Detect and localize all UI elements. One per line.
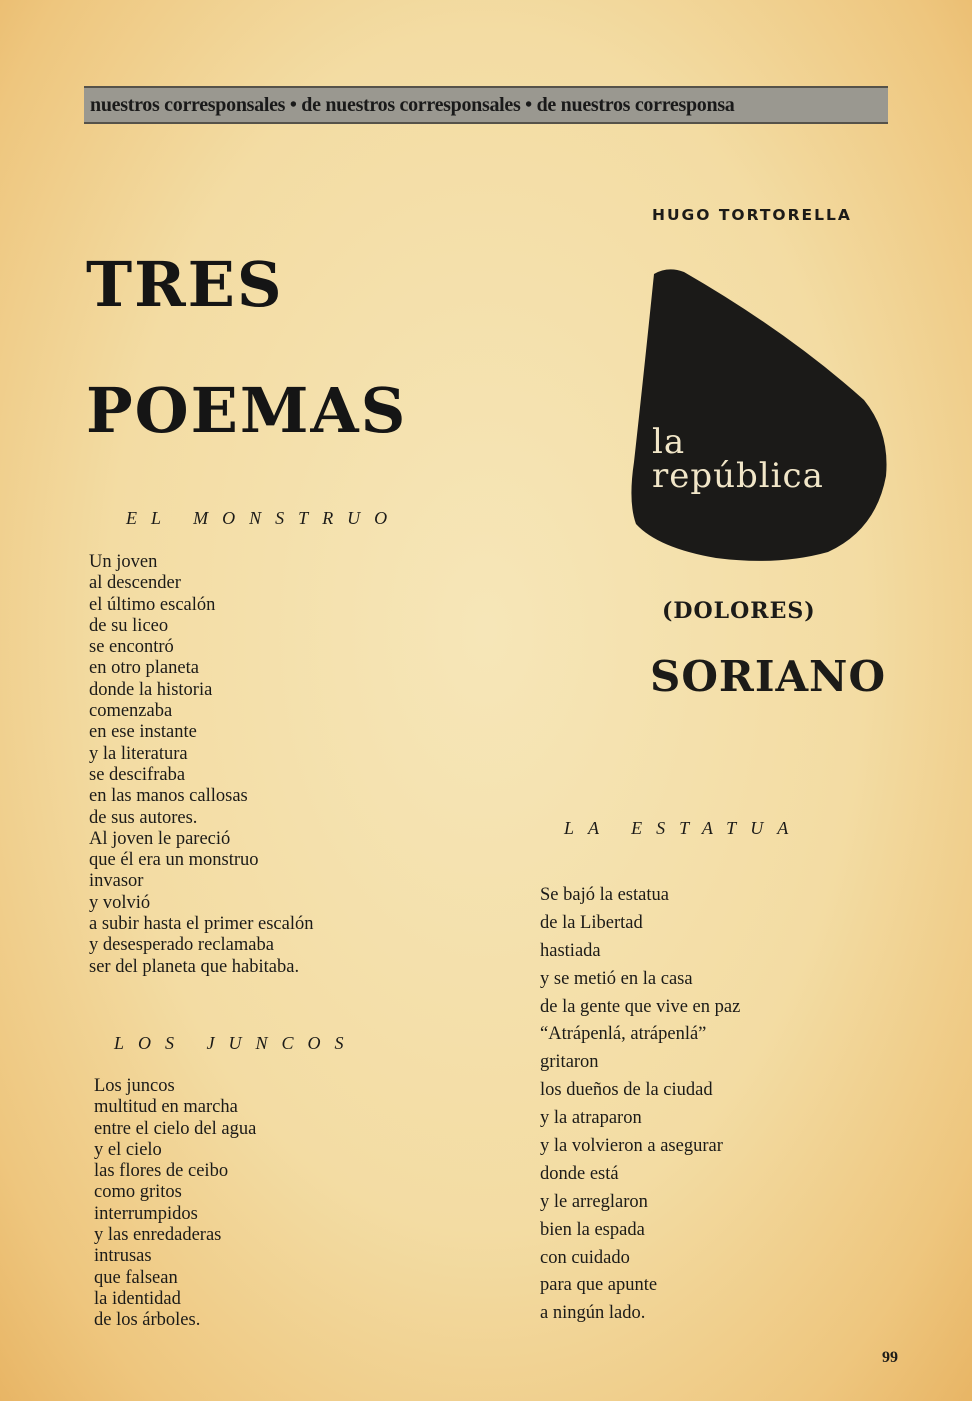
poem-line: en las manos callosas bbox=[89, 786, 248, 807]
poem-line: que él era un monstruo bbox=[89, 850, 259, 871]
poem-line: las flores de ceibo bbox=[94, 1161, 229, 1182]
poem-line: y el cielo bbox=[94, 1139, 162, 1160]
poem-line: de su liceo bbox=[89, 615, 169, 636]
poem-line: los dueños de la ciudad bbox=[540, 1080, 713, 1101]
publication-line-2: república bbox=[652, 456, 824, 496]
poem-line: gritaron bbox=[540, 1052, 599, 1073]
poem-line: que falsean bbox=[94, 1267, 178, 1288]
publication-line-1: la bbox=[652, 422, 686, 462]
poem-line: de los árboles. bbox=[94, 1310, 201, 1331]
poem-line: de sus autores. bbox=[89, 807, 198, 828]
poem-line: se encontró bbox=[89, 637, 174, 658]
poem-line: Al joven le pareció bbox=[89, 828, 231, 849]
poem-line: invasor bbox=[89, 871, 144, 892]
subtitle-line-2: SORIANO bbox=[650, 652, 887, 701]
poem-line: Se bajó la estatua bbox=[540, 885, 669, 905]
poem-line: de la Libertad bbox=[540, 912, 643, 933]
poem-line: y le arreglaron bbox=[540, 1191, 648, 1212]
poem-line: intrusas bbox=[94, 1246, 152, 1267]
poem-line: donde está bbox=[540, 1163, 619, 1184]
subtitle-line-1: (DOLORES) bbox=[662, 598, 816, 624]
poem-line: y desesperado reclamaba bbox=[89, 935, 274, 956]
poem-line: la identidad bbox=[94, 1288, 181, 1309]
poem-line: comenzaba bbox=[89, 701, 173, 722]
title-line-2: POEMAS bbox=[86, 374, 408, 447]
publication-logo-shape bbox=[628, 262, 890, 564]
page-number: 99 bbox=[882, 1349, 898, 1366]
poem-title-la-estatua: LA ESTATUA bbox=[564, 818, 803, 838]
poem-line: el último escalón bbox=[89, 594, 216, 615]
poem-line: interrumpidos bbox=[94, 1203, 198, 1224]
poem-line: Los juncos bbox=[94, 1076, 175, 1096]
poem-line: “Atrápenlá, atrápenlá” bbox=[540, 1024, 707, 1045]
poem-line: al descender bbox=[89, 573, 181, 594]
poem-line: y volvió bbox=[89, 892, 151, 913]
poem-line: bien la espada bbox=[540, 1219, 645, 1240]
poem-line: en ese instante bbox=[89, 722, 197, 743]
poem-line: como gritos bbox=[94, 1182, 182, 1203]
poem-los-juncos bbox=[94, 1076, 256, 1332]
poem-line: con cuidado bbox=[540, 1247, 630, 1268]
poem-la-estatua bbox=[540, 882, 740, 1328]
poem-line: Un joven bbox=[89, 552, 158, 572]
header-band-text: nuestros corresponsales • de nuestros corresponsales • de nuestros corresponsa bbox=[90, 94, 735, 116]
poem-line: para que apunte bbox=[540, 1275, 658, 1296]
poem-line: a ningún lado. bbox=[540, 1303, 646, 1324]
poem-line: a subir hasta el primer escalón bbox=[89, 914, 314, 935]
poem-line: multitud en marcha bbox=[94, 1097, 238, 1118]
poem-line: y la volvieron a asegurar bbox=[540, 1136, 723, 1157]
poem-line: en otro planeta bbox=[89, 658, 199, 679]
poem-el-monstruo bbox=[89, 552, 313, 978]
header-band bbox=[84, 86, 888, 124]
poem-line: ser del planeta que habitaba. bbox=[89, 956, 300, 977]
poem-line: donde la historia bbox=[89, 679, 213, 700]
poem-line: de la gente que vive en paz bbox=[540, 996, 741, 1017]
poem-line: y la literatura bbox=[89, 743, 188, 764]
poem-line: y las enredaderas bbox=[94, 1225, 222, 1246]
poem-title-los-juncos: LOS JUNCOS bbox=[114, 1033, 358, 1053]
poem-line: y la atraparon bbox=[540, 1108, 642, 1129]
author-name: HUGO TORTORELLA bbox=[652, 206, 852, 224]
poem-line: se descifraba bbox=[89, 764, 186, 785]
poem-line: y se metió en la casa bbox=[540, 968, 693, 989]
poem-line: hastiada bbox=[540, 940, 601, 961]
poem-line: entre el cielo del agua bbox=[94, 1118, 257, 1139]
title-line-1: TRES bbox=[86, 248, 284, 321]
poem-title-el-monstruo: EL MONSTRUO bbox=[126, 508, 402, 528]
